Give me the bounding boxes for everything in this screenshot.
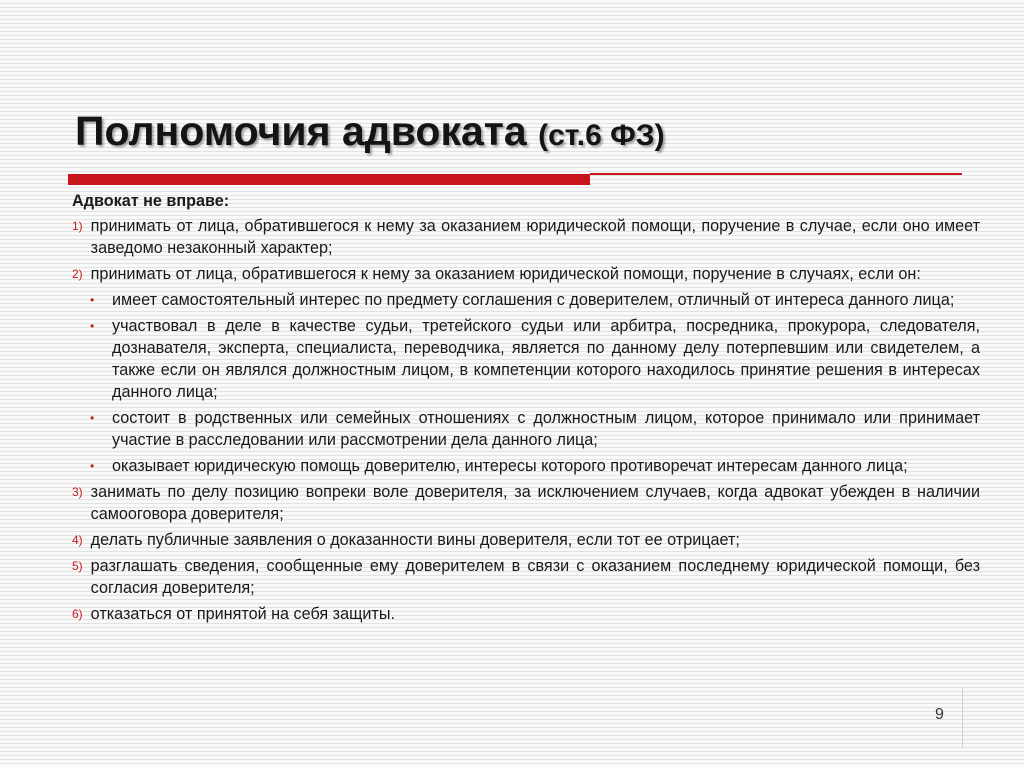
item-number: 3) [72,485,83,499]
list-item [72,555,980,599]
bullet-text: имеет самостоятельный интерес по предмету соглашения с доверителем, отличный от интереса данного лица; [112,291,955,309]
sub-list-item [72,289,980,311]
slide-content [72,190,980,629]
item-text: принимать от лица, обратившегося к нему за оказанием юридической помощи, поручение в случаях, если он: [90,265,921,283]
bullet-icon: • [90,319,95,333]
title-underline-line [590,173,962,175]
list-item [72,215,980,259]
item-text: принимать от лица, обратившегося к нему за оказанием юридической помощи, поручение в случае, если оно имеет заведомо незаконный характер; [90,217,980,257]
title-underline-bar [68,174,590,185]
bullet-text: участвовал в деле в качестве судьи, третейского судьи или арбитра, посредника, прокурора, следователя, дознавателя, эксперта, специалиста, переводчика, является по данному делу потерпевшим или свидетелем, а также если он являлся должностным лицом, в компетенции которого находилось принятие решения в интересах данного лица; [112,317,980,401]
item-number: 2) [72,267,83,281]
bullet-icon: • [90,411,95,425]
item-number: 5) [72,559,83,573]
list-item [72,603,980,625]
list-item [72,481,980,525]
item-number: 4) [72,533,83,547]
content-heading: Адвокат не вправе: [72,192,230,210]
bullet-icon: • [90,459,95,473]
page-number: 9 [935,706,944,723]
list-item [72,263,980,285]
sub-list-item [72,315,980,403]
slide-title [75,108,665,155]
bullet-icon: • [90,293,95,307]
footer-divider [962,688,963,748]
title-main: Полномочия адвоката [75,108,539,154]
item-text: делать публичные заявления о доказанности вины доверителя, если тот ее отрицает; [90,531,740,549]
bullet-text: оказывает юридическую помощь доверителю, интересы которого противоречат интересам данного лица; [112,457,908,475]
item-text: занимать по делу позицию вопреки воле доверителя, за исключением случаев, когда адвокат убежден в наличии самооговора доверителя; [90,483,980,523]
bullet-text: состоит в родственных или семейных отношениях с должностным лицом, которое принимало или принимает участие в расследовании или рассмотрении дела данного лица; [112,409,980,449]
list-item [72,529,980,551]
item-text: разглашать сведения, сообщенные ему доверителем в связи с оказанием последнему юридической помощи, без согласия доверителя; [90,557,980,597]
item-number: 1) [72,219,83,233]
sub-list-item [72,455,980,477]
item-text: отказаться от принятой на себя защиты. [90,605,395,623]
item-number: 6) [72,607,83,621]
title-sub: (ст.6 ФЗ) [538,119,665,152]
sub-list-item [72,407,980,451]
